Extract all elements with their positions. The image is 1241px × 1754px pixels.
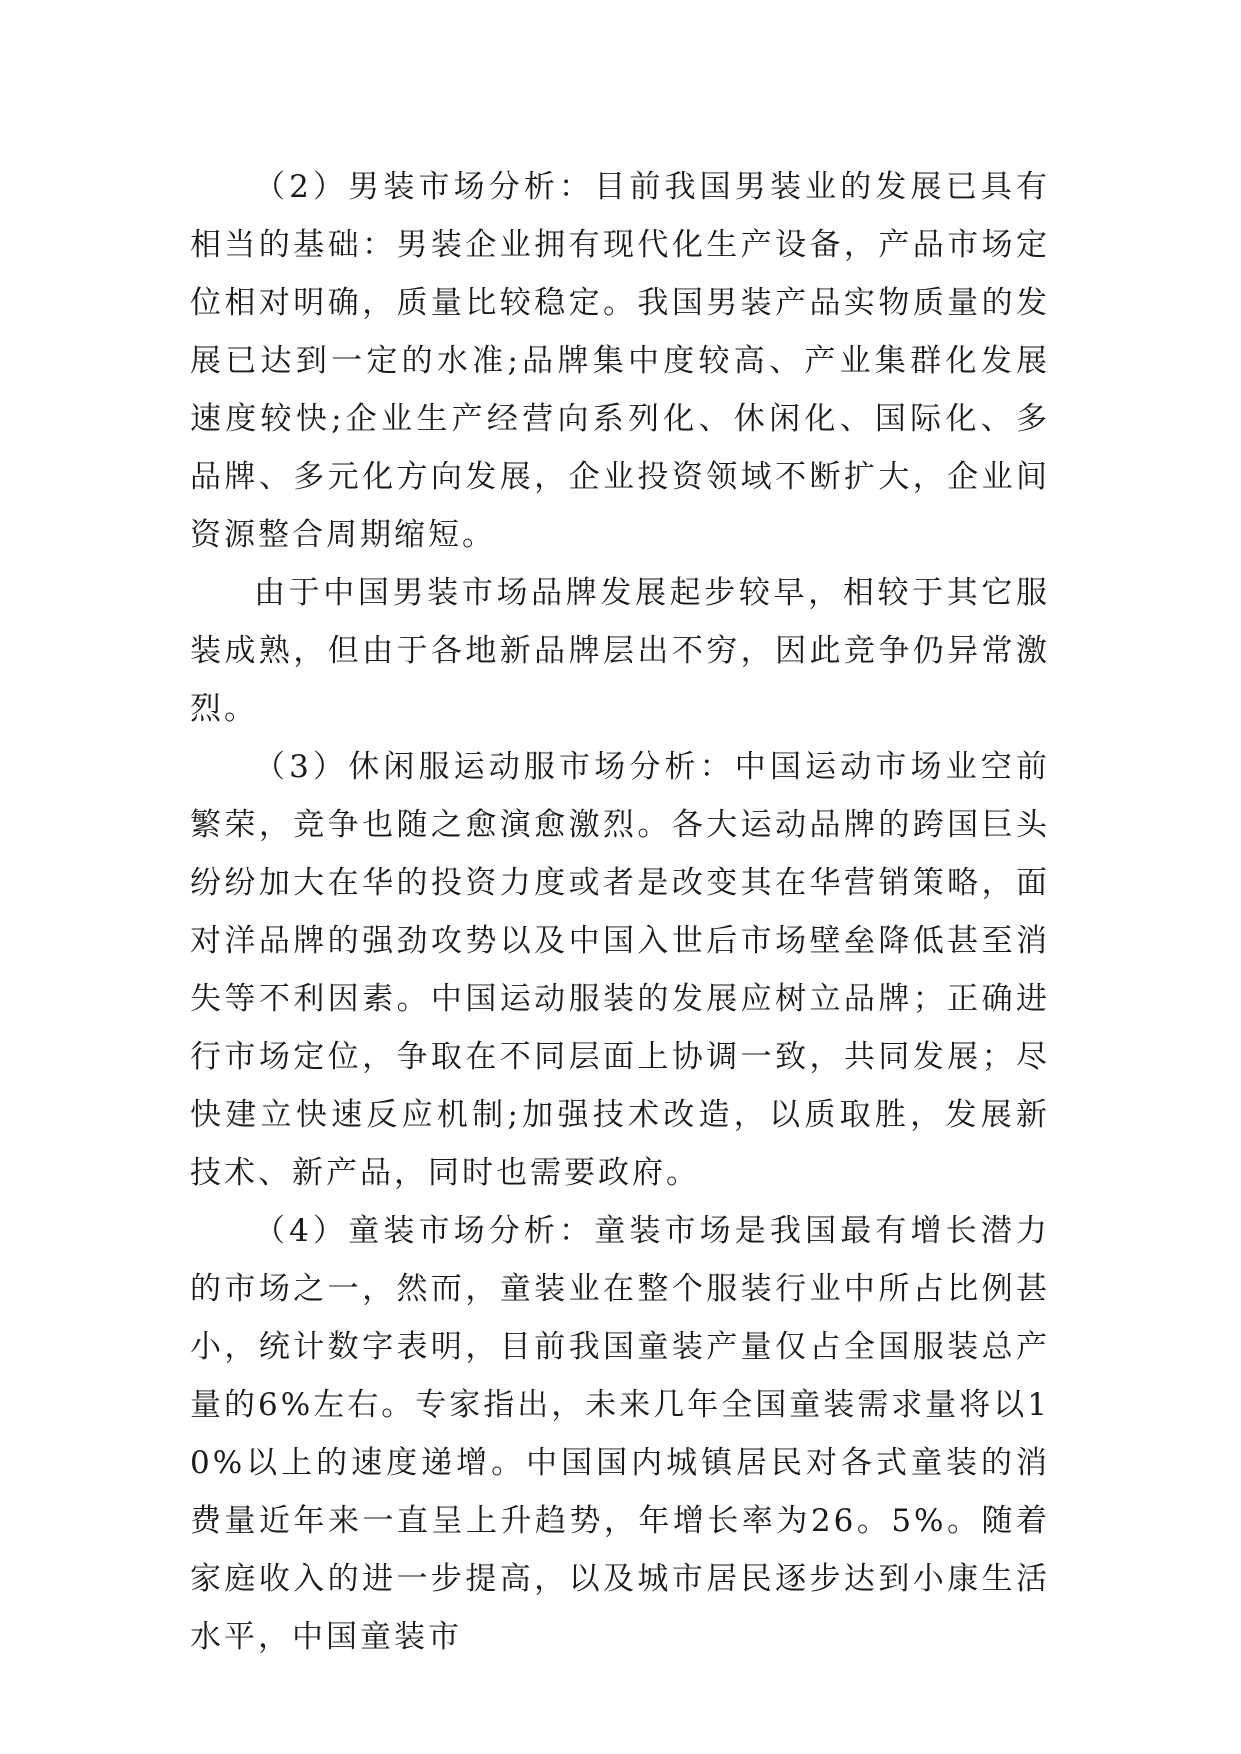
paragraph-childrenswear: （4）童装市场分析：童装市场是我国最有增长潜力的市场之一，然而，童装业在整个服装行业中所占比例甚小，统计数字表明，目前我国童装产量仅占全国服装总产量的6%左右。专家指出，未来几年全国童装需求量将以10%以上的速度递增。中国国内城镇居民对各式童装的消费量近年来一直呈上升趋势，年增长率为26。5%。随着家庭收入的进一步提高，以及城市居民逐步达到小康生活水平，中国童装市	[190, 1213, 1050, 1655]
paragraph-casual-sportswear: （3）休闲服运动服市场分析：中国运动市场业空前繁荣，竞争也随之愈演愈激烈。各大运动品牌的跨国巨头纷纷加大在华的投资力度或者是改变其在华营销策略，面对洋品牌的强劲攻势以及中国入世后市场壁垒降低甚至消失等不利因素。中国运动服装的发展应树立品牌；正确进行市场定位，争取在不同层面上协调一致，共同发展；尽快建立快速反应机制;加强技术改造，以质取胜，发展新技术、新产品，同时也需要政府。	[190, 749, 1050, 1191]
paragraph-menswear-competition: 由于中国男装市场品牌发展起步较早，相较于其它服装成熟，但由于各地新品牌层出不穷，因此竞争仍异常激烈。	[190, 575, 1050, 727]
document-body	[190, 158, 1050, 1666]
paragraph-menswear: （2）男装市场分析：目前我国男装业的发展已具有相当的基础：男装企业拥有现代化生产设备，产品市场定位相对明确，质量比较稳定。我国男装产品实物质量的发展已达到一定的水准;品牌集中度较高、产业集群化发展速度较快;企业生产经营向系列化、休闲化、国际化、多品牌、多元化方向发展，企业投资领域不断扩大，企业间资源整合周期缩短。	[190, 169, 1050, 553]
